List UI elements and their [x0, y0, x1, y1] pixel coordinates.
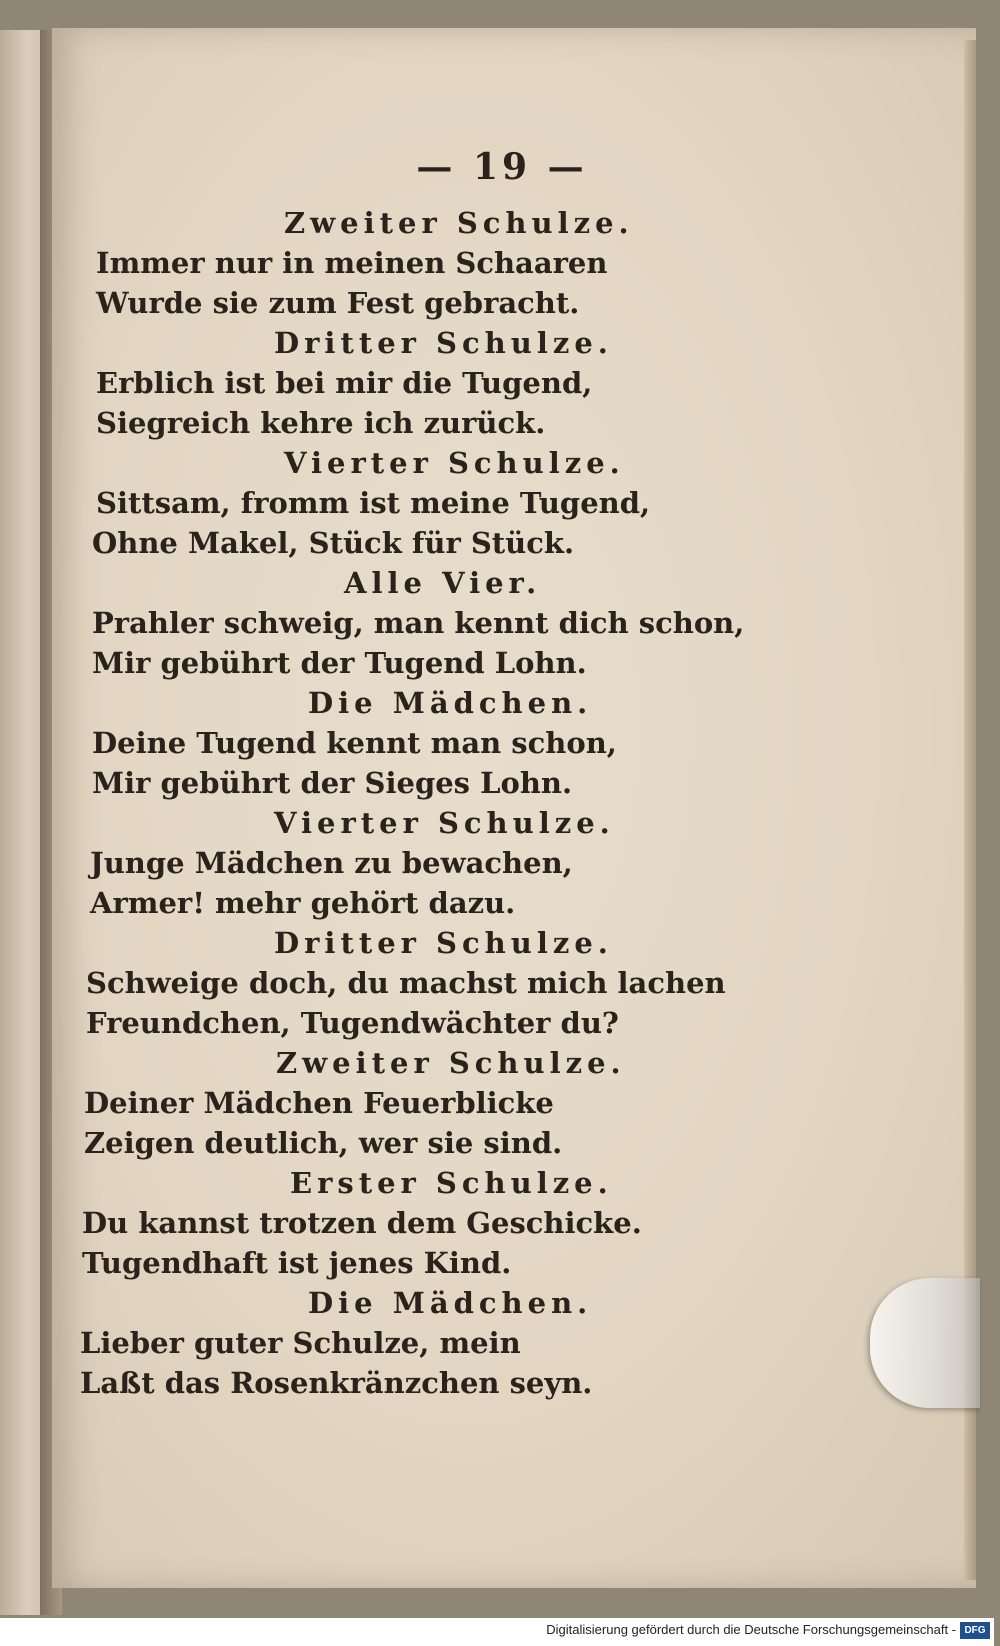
verse-line: Mir gebührt der Tugend Lohn.	[92, 646, 587, 680]
verse-line: Ohne Makel, Stück für Stück.	[92, 526, 575, 560]
verse-line: Siegreich kehre ich zurück.	[96, 406, 546, 440]
speaker-heading: Die Mädchen.	[308, 686, 593, 720]
verse-line: Wurde sie zum Fest gebracht.	[96, 286, 580, 320]
speaker-heading: Dritter Schulze.	[274, 326, 613, 360]
verse-line: Mir gebührt der Sieges Lohn.	[92, 766, 573, 800]
dfg-logo: DFG	[960, 1622, 990, 1639]
speaker-heading: Vierter Schulze.	[284, 446, 625, 480]
verse-line: Junge Mädchen zu bewachen,	[90, 846, 573, 880]
page-number: — 19 —	[416, 146, 588, 188]
speaker-heading: Die Mädchen.	[308, 1286, 593, 1320]
verse-line: Prahler schweig, man kennt dich schon,	[92, 606, 745, 640]
speaker-heading: Alle Vier.	[344, 566, 542, 600]
verse-line: Schweige doch, du machst mich lachen	[86, 966, 726, 1000]
verse-line: Laßt das Rosenkränzchen seyn.	[80, 1366, 593, 1400]
verse-line: Tugendhaft ist jenes Kind.	[82, 1246, 512, 1280]
speaker-heading: Zweiter Schulze.	[276, 1046, 626, 1080]
verse-line: Sittsam, fromm ist meine Tugend,	[96, 486, 651, 520]
speaker-heading: Vierter Schulze.	[274, 806, 615, 840]
verse-line: Freundchen, Tugendwächter du?	[86, 1006, 619, 1040]
speaker-heading: Erster Schulze.	[290, 1166, 613, 1200]
verse-line: Deine Tugend kennt man schon,	[92, 726, 617, 760]
speaker-heading: Zweiter Schulze.	[284, 206, 634, 240]
page-text	[52, 28, 976, 1588]
verse-line: Armer! mehr gehört dazu.	[90, 886, 516, 920]
verse-line: Immer nur in meinen Schaaren	[96, 246, 608, 280]
speaker-heading: Dritter Schulze.	[274, 926, 613, 960]
verse-line: Erblich ist bei mir die Tugend,	[96, 366, 593, 400]
verse-line: Du kannst trotzen dem Geschicke.	[82, 1206, 642, 1240]
verse-line: Zeigen deutlich, wer sie sind.	[84, 1126, 563, 1160]
digitization-footer	[0, 1618, 994, 1646]
funding-credit: Digitalisierung gefördert durch die Deutsche Forschungsgemeinschaft -	[546, 1622, 956, 1637]
verse-line: Deiner Mädchen Feuerblicke	[84, 1086, 554, 1120]
verse-line: Lieber guter Schulze, mein	[80, 1326, 521, 1360]
